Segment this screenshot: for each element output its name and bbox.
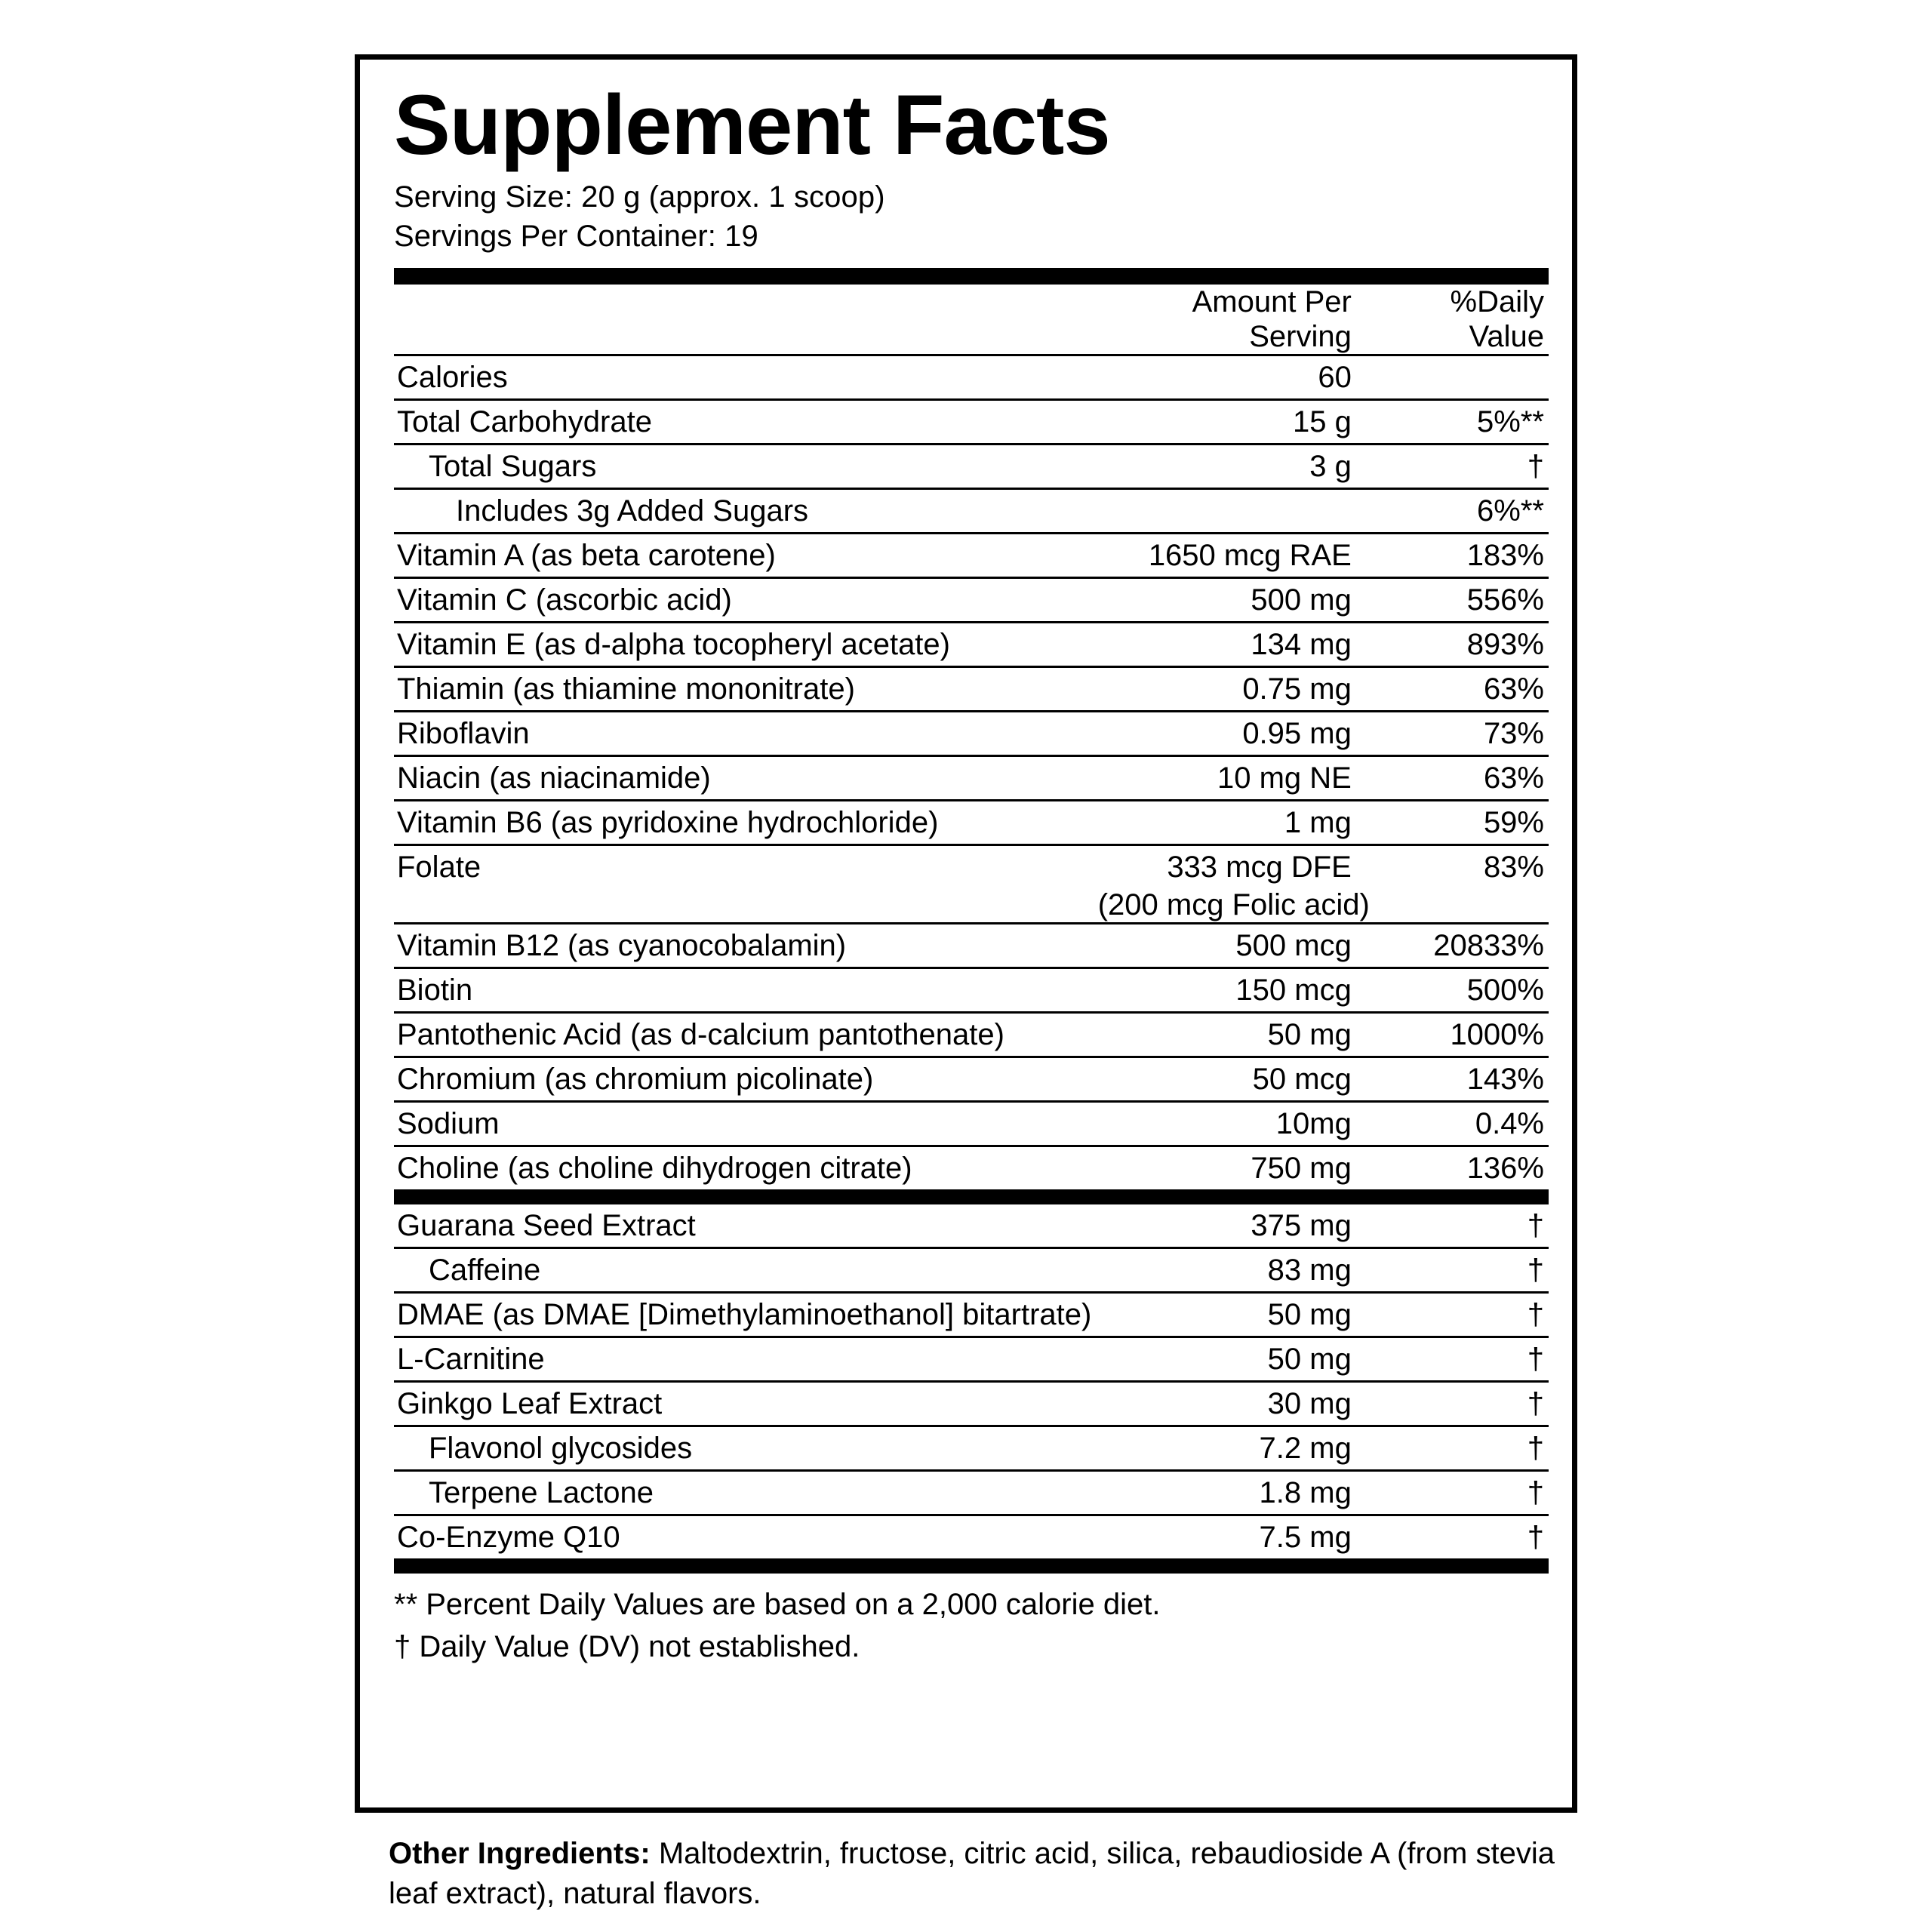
row-daily-value: † [1370, 1204, 1549, 1248]
row-name: Folate [397, 851, 481, 884]
row-amount: 3 g [1046, 445, 1369, 489]
row-name: Biotin [394, 968, 1046, 1013]
servings-per-container-line: Servings Per Container: 19 [394, 219, 758, 253]
row-daily-value: 63% [1370, 756, 1549, 801]
row-daily-value: 1000% [1370, 1013, 1549, 1057]
row-name: Vitamin E (as d-alpha tocopheryl acetate) [394, 623, 1046, 667]
row-amount: 750 mg [1251, 1152, 1352, 1186]
row-daily-value: 73% [1370, 712, 1549, 756]
serving-size-line: Serving Size: 20 g (approx. 1 scoop) [394, 180, 885, 214]
row-daily-value: 893% [1370, 623, 1549, 667]
row-daily-value: † [1370, 1337, 1549, 1382]
row-name: Calories [394, 355, 1046, 400]
row-amount: 50 mg [1046, 1293, 1369, 1337]
row-name: Ginkgo Leaf Extract [394, 1382, 1046, 1426]
row-name: DMAE (as DMAE [Dimethylaminoethanol] bitartrate) [394, 1293, 1046, 1337]
row-amount: 1.8 mg [1046, 1471, 1369, 1515]
row-name: Choline (as choline dihydrogen citrate) [397, 1152, 912, 1186]
row-name: Terpene Lactone [394, 1471, 1046, 1515]
row-amount: 0.75 mg [1046, 667, 1369, 712]
table-row [394, 924, 1549, 968]
row-amount: 333 mcg DFE [1167, 851, 1352, 884]
row-amount: 1 mg [1046, 801, 1369, 845]
row-name: Includes 3g Added Sugars [394, 489, 1046, 534]
row-amount: 30 mg [1046, 1382, 1369, 1426]
row-daily-value: 5%** [1370, 400, 1549, 445]
row-amount: 500 mg [1046, 578, 1369, 623]
row-name: Vitamin A (as beta carotene) [394, 534, 1046, 578]
other-ingredients-text: Maltodextrin, fructose, citric acid, silica, rebaudioside A (from stevia leaf extract), natural flavors. [389, 1837, 1555, 1910]
table-row [394, 534, 1549, 578]
row-amount: 500 mcg [1046, 924, 1369, 968]
other-ingredients-label: Other Ingredients: [389, 1837, 651, 1870]
row-daily-value: 143% [1370, 1057, 1549, 1102]
row-name: Pantothenic Acid (as d-calcium pantothenate) [394, 1013, 1046, 1057]
row-daily-value: 136% [1466, 1152, 1544, 1186]
row-amount: 50 mcg [1046, 1057, 1369, 1102]
row-name: Total Carbohydrate [394, 400, 1046, 445]
table-row [394, 1337, 1549, 1382]
table-row [394, 489, 1549, 534]
other-ingredients [389, 1834, 1566, 1914]
row-name: Co-Enzyme Q10 [397, 1521, 620, 1555]
row-daily-value: 59% [1370, 801, 1549, 845]
row-daily-value: 183% [1370, 534, 1549, 578]
page-title: Supplement Facts [394, 78, 1110, 172]
row-daily-value: † [1370, 445, 1549, 489]
row-amount: 7.5 mg [1259, 1521, 1352, 1555]
row-name: L-Carnitine [394, 1337, 1046, 1382]
row-daily-value: 83% [1483, 851, 1544, 884]
table-row [394, 667, 1549, 712]
row-daily-value: 556% [1370, 578, 1549, 623]
row-daily-value: † [1527, 1521, 1544, 1555]
row-name: Thiamin (as thiamine mononitrate) [394, 667, 1046, 712]
row-amount: 7.2 mg [1046, 1426, 1369, 1471]
footnotes [394, 1574, 1549, 1667]
table-row [394, 578, 1549, 623]
folate-subnote: (200 mcg Folic acid) [1046, 888, 1369, 924]
table-row [394, 445, 1549, 489]
nutrition-table [394, 285, 1549, 1190]
row-daily-value: 500% [1370, 968, 1549, 1013]
row-amount: 50 mg [1046, 1013, 1369, 1057]
row-amount: 134 mg [1046, 623, 1369, 667]
row-daily-value: 6%** [1370, 489, 1549, 534]
table-row [394, 756, 1549, 801]
folate-subnote-blank [394, 888, 1046, 924]
row-amount: 50 mg [1046, 1337, 1369, 1382]
table-row-folate [394, 845, 1549, 889]
row-amount: 83 mg [1046, 1248, 1369, 1293]
row-name: Total Sugars [394, 445, 1046, 489]
table-row [394, 1013, 1549, 1057]
row-name: Vitamin B6 (as pyridoxine hydrochloride) [394, 801, 1046, 845]
table-row-folate-subnote [394, 888, 1549, 924]
row-amount: 375 mg [1046, 1204, 1369, 1248]
table-row [394, 1515, 1549, 1559]
table-row [394, 623, 1549, 667]
row-amount: 10mg [1046, 1102, 1369, 1146]
table-row [394, 1146, 1549, 1190]
divider-thick-bottom [394, 1558, 1549, 1574]
row-name: Riboflavin [394, 712, 1046, 756]
row-name: Guarana Seed Extract [394, 1204, 1046, 1248]
table-row [394, 355, 1549, 400]
table-row [394, 1293, 1549, 1337]
divider-thick-top [394, 268, 1549, 285]
supplement-facts-panel [355, 54, 1577, 1813]
divider-thick-middle [394, 1189, 1549, 1204]
row-amount [1046, 489, 1369, 534]
table-row [394, 801, 1549, 845]
row-daily-value: 63% [1370, 667, 1549, 712]
row-amount: 60 [1046, 355, 1369, 400]
row-daily-value: † [1370, 1426, 1549, 1471]
table-row [394, 1057, 1549, 1102]
row-amount: 1650 mcg RAE [1046, 534, 1369, 578]
row-name: Caffeine [394, 1248, 1046, 1293]
row-name: Flavonol glycosides [394, 1426, 1046, 1471]
table-row [394, 1204, 1549, 1248]
row-daily-value: † [1370, 1471, 1549, 1515]
row-amount: 10 mg NE [1046, 756, 1369, 801]
row-amount: 150 mcg [1046, 968, 1369, 1013]
table-row [394, 712, 1549, 756]
footnote-dagger: † Daily Value (DV) not established. [394, 1630, 860, 1664]
blend-table [394, 1204, 1549, 1558]
table-header-row [394, 285, 1549, 355]
header-amount-per-serving: Amount Per Serving [1046, 285, 1369, 355]
table-row [394, 400, 1549, 445]
row-name: Vitamin B12 (as cyanocobalamin) [394, 924, 1046, 968]
table-row [394, 1382, 1549, 1426]
row-name: Chromium (as chromium picolinate) [394, 1057, 1046, 1102]
row-name: Niacin (as niacinamide) [394, 756, 1046, 801]
table-row [394, 1471, 1549, 1515]
row-name: Vitamin C (ascorbic acid) [394, 578, 1046, 623]
header-blank [394, 285, 1046, 355]
table-row [394, 1248, 1549, 1293]
row-amount: 0.95 mg [1046, 712, 1369, 756]
row-daily-value: 20833% [1370, 924, 1549, 968]
table-row [394, 968, 1549, 1013]
row-daily-value: 0.4% [1370, 1102, 1549, 1146]
table-row [394, 1102, 1549, 1146]
folate-subnote-dv [1370, 888, 1549, 924]
header-daily-value: %Daily Value [1370, 285, 1549, 355]
panel-inner [394, 78, 1549, 1669]
row-amount: 15 g [1046, 400, 1369, 445]
row-name: Sodium [394, 1102, 1046, 1146]
row-daily-value [1370, 355, 1549, 400]
footnote-percent-dv: ** Percent Daily Values are based on a 2,000 calorie diet. [394, 1588, 1161, 1622]
row-daily-value: † [1370, 1382, 1549, 1426]
row-daily-value: † [1370, 1293, 1549, 1337]
table-row [394, 1426, 1549, 1471]
row-daily-value: † [1370, 1248, 1549, 1293]
